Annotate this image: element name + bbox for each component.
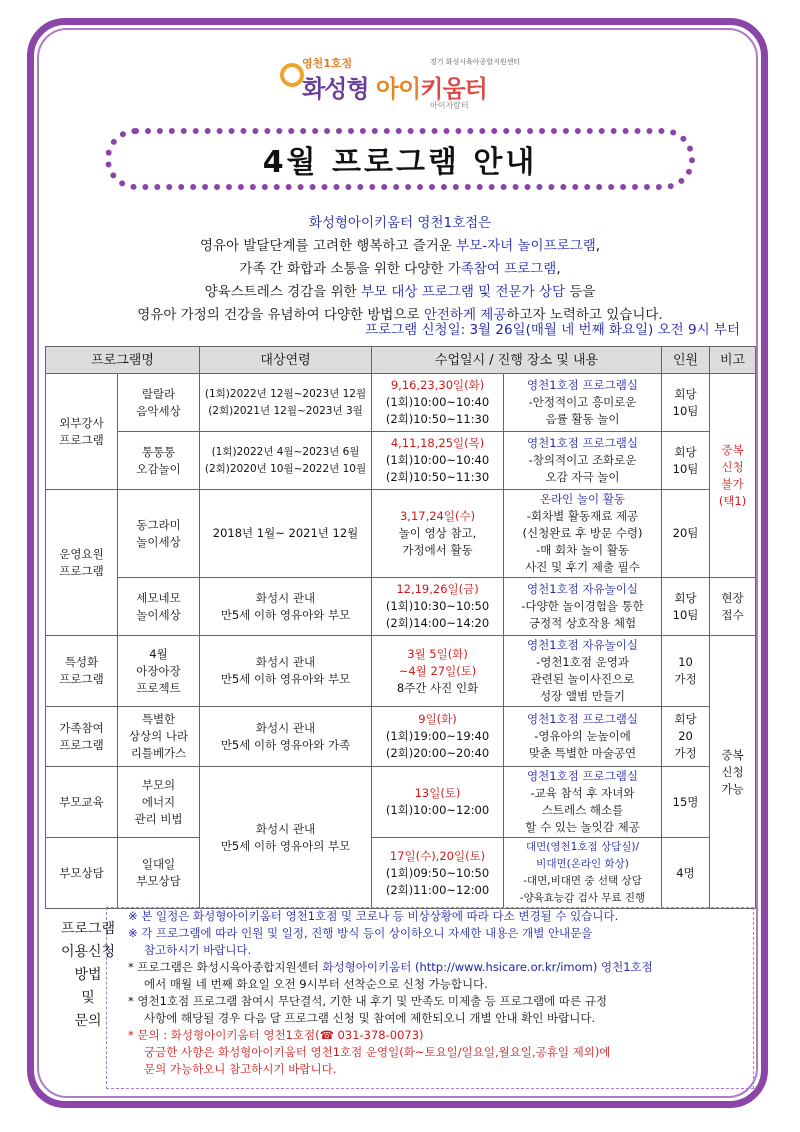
- intro-line1: 화성형아이키움터 영천1호점은: [308, 215, 492, 231]
- content-cell: [504, 490, 662, 578]
- schedule-cell: [372, 432, 504, 490]
- table-header-row: [46, 347, 756, 374]
- schedule-time: 8주간 사진 인화: [396, 680, 479, 695]
- content-cell: [504, 636, 662, 707]
- content-desc: -대면,비대면 중 선택 상담 -양육효능감 검사 무료 진행: [519, 875, 646, 904]
- note-1: ※ 본 일정은 화성형아이키움터 영천1호점 및 코로나 등 비상상황에 따라 다소 변경될 수 있습니다.: [128, 909, 619, 923]
- note-2: ※ 각 프로그램에 따라 인원 및 일정, 진행 방식 등이 상이하오니 자세한 내용은 개별 안내문을: [128, 926, 593, 940]
- count-cell: 회당 10팀: [662, 374, 710, 432]
- note-3-link[interactable]: 화성형아이키움터 (http://www.hsicare.or.kr/imom) 영천1호점: [322, 960, 653, 974]
- schedule-cell: [372, 578, 504, 636]
- intro-line2c: ,: [595, 238, 601, 254]
- logo-main-o: 아이: [375, 75, 421, 103]
- table-row: [46, 707, 756, 767]
- header-program: 프로그램명: [46, 347, 200, 374]
- schedule-cell: [372, 838, 504, 909]
- content-place: 영천1호점 프로그램실: [527, 378, 638, 392]
- age-cell: 화성시 관내 만5세 이하 영유아와 부모: [200, 578, 372, 636]
- count-cell: 15명: [662, 767, 710, 838]
- content-place: 대면(영천1호점 상담실)/ 비대면(온라인 화상): [525, 841, 640, 870]
- logo-main-k: 키움터: [420, 75, 487, 103]
- table-row: [46, 490, 756, 578]
- intro-line2a: 영유아 발달단계를 고려한 행복하고 즐거운: [199, 238, 457, 254]
- schedule-time: (1회)10:30~10:50 (2회)14:00~14:20: [385, 599, 490, 630]
- schedule-time: (1회)10:00~12:00: [385, 803, 490, 817]
- note-cell: 중복 신청 가능: [710, 636, 756, 909]
- page-title: 4월 프로그램 안내: [262, 145, 538, 180]
- apply-date: 프로그램 신청일: 3월 26일(매월 네 번째 화요일) 오전 9시 부터: [365, 322, 740, 338]
- intro-line5a: 영유아 가정의 건강을 유념하여 다양한 방법으로: [137, 307, 424, 323]
- logo-branch: 영천1호점: [302, 57, 353, 70]
- schedule-time: 놀이 영상 참고, 가정에서 활동: [398, 526, 477, 557]
- table-row: [46, 432, 756, 490]
- content-cell: [504, 374, 662, 432]
- program-name: 동그라미 놀이세상: [118, 490, 200, 578]
- schedule-time: (1회)10:00~10:40 (2회)10:50~11:30: [385, 395, 490, 426]
- content-place: 영천1호점 프로그램실: [527, 712, 638, 726]
- logo-org: 경기 화성시육아종합지원센터: [430, 58, 521, 66]
- schedule-time: (1회)10:00~10:40 (2회)10:50~11:30: [385, 453, 490, 484]
- content-desc: -회차별 활동재료 제공 (신청완료 후 방문 수령) -매 회차 놀이 활동 사진 및 후기 제출 필수: [522, 509, 643, 574]
- schedule-cell: [372, 636, 504, 707]
- notes-content: [128, 908, 750, 1078]
- title-box: [105, 128, 695, 190]
- intro-text: [50, 212, 750, 327]
- category-cell: 가족참여 프로그램: [46, 707, 118, 767]
- logo: [280, 55, 520, 111]
- table-row: [46, 636, 756, 707]
- table-row: [46, 374, 756, 432]
- note-cell: 중복 신청 불가 (택1): [710, 374, 756, 578]
- schedule-time: (1회)09:50~10:50 (2회)11:00~12:00: [385, 865, 490, 897]
- note-3c: 에서 매월 네 번째 화요일 오전 9시부터 선착순으로 신청 가능합니다.: [144, 977, 488, 991]
- schedule-date: 17일(수),20일(토): [389, 848, 486, 863]
- notes-label: 프로그램 이용신청 방법 및 문의: [60, 921, 116, 1029]
- program-name: 통통통 오감놀이: [118, 432, 200, 490]
- logo-main: [302, 69, 487, 104]
- program-table: [45, 346, 756, 909]
- content-place: 영천1호점 프로그램실: [527, 436, 638, 450]
- note-3a: * 프로그램은 화성시육아종합지원센터: [128, 960, 323, 974]
- content-place: 영천1호점 자유놀이실: [527, 638, 638, 652]
- schedule-cell: [372, 767, 504, 838]
- intro-line4b: 부모 대상 프로그램 및 전문가 상담: [360, 284, 565, 300]
- intro-line4c: 등을: [564, 284, 596, 300]
- intro-line3b: 가족참여 프로그램: [447, 261, 557, 277]
- schedule-cell: [372, 707, 504, 767]
- logo-main-pre: 화성형: [302, 75, 376, 103]
- count-cell: 20팀: [662, 490, 710, 578]
- content-cell: [504, 838, 662, 909]
- age-cell: 화성시 관내 만5세 이하 영유아의 부모: [200, 767, 372, 909]
- age-cell: 화성시 관내 만5세 이하 영유아와 가족: [200, 707, 372, 767]
- program-name: 세모네모 놀이세상: [118, 578, 200, 636]
- schedule-time: (1회)19:00~19:40 (2회)20:00~20:40: [385, 729, 490, 760]
- program-name: 랄랄라 음악세상: [118, 374, 200, 432]
- header-age: 대상연령: [200, 347, 372, 374]
- note-2b: 참고하시기 바랍니다.: [144, 943, 252, 957]
- logo-sub: 아이자람터: [430, 101, 469, 110]
- category-cell: 운영요원 프로그램: [46, 490, 118, 636]
- content-desc: -영유아의 눈높이에 맞춘 특별한 마술공연: [528, 729, 637, 760]
- program-name: 부모의 에너지 관리 비법: [118, 767, 200, 838]
- content-desc: -창의적이고 조화로운 오감 자극 놀이: [528, 453, 637, 484]
- header-count: 인원: [662, 347, 710, 374]
- header-note: 비고: [710, 347, 756, 374]
- program-name: 일대일 부모상담: [118, 838, 200, 909]
- count-cell: 회당 10팀: [662, 578, 710, 636]
- table-row: [46, 838, 756, 909]
- schedule-date: 12,19,26일(금): [396, 582, 479, 596]
- note-4: * 영천1호점 프로그램 참여시 무단결석, 기한 내 후기 및 만족도 미제출 등 프로그램에 따른 규정: [128, 994, 607, 1008]
- intro-line4a: 양육스트레스 경감을 위한: [204, 284, 361, 300]
- intro-line5c: 하고자 노력하고 있습니다.: [506, 307, 663, 323]
- program-name: 특별한 상상의 나라 리틀베가스: [118, 707, 200, 767]
- intro-line5b: 안전하게 제공: [423, 307, 507, 323]
- age-cell: (1회)2022년 12월~2023년 12월 (2회)2021년 12월~2023년 3월: [200, 374, 372, 432]
- intro-line3a: 가족 간 화합과 소통을 위한 다양한: [239, 261, 448, 277]
- note-3: [128, 959, 750, 976]
- content-cell: [504, 707, 662, 767]
- note-4b: 사항에 해당될 경우 다음 달 프로그램 신청 및 참여에 제한되오니 개별 안내 확인 바랍니다.: [144, 1011, 596, 1025]
- schedule-date: 3,17,24일(수): [399, 509, 476, 523]
- note-6b: 문의 가능하오니 참고하시기 바랍니다.: [144, 1062, 337, 1076]
- note-5: * 문의 : 화성형아이키움터 영천1호점(☎ 031-378-0073): [128, 1028, 424, 1042]
- schedule-date: 3월 5일(화) ~4월 27일(토): [398, 646, 477, 678]
- sun-icon: [280, 63, 304, 87]
- content-cell: [504, 767, 662, 838]
- content-cell: [504, 432, 662, 490]
- content-desc: -다양한 놀이경험을 통한 긍정적 상호작용 체험: [521, 599, 644, 630]
- content-desc: -교육 참석 후 자녀와 스트레스 해소를 할 수 있는 놀잇감 제공: [525, 786, 640, 834]
- program-name: 4월 아장아장 프로젝트: [118, 636, 200, 707]
- count-cell: 회당 20 가정: [662, 707, 710, 767]
- note-cell: 현장 접수: [710, 578, 756, 636]
- schedule-date: 9,16,23,30일(화): [390, 378, 485, 392]
- content-place: 영천1호점 자유놀이실: [527, 582, 638, 596]
- note-6: 궁금한 사항은 화성형아이키움터 영천1호점 운영일(화~토요일/일요일,월요일,공휴일 제외)에: [144, 1045, 611, 1059]
- table-row: [46, 578, 756, 636]
- count-cell: 4명: [662, 838, 710, 909]
- schedule-date: 9일(화): [418, 712, 457, 726]
- age-cell: 화성시 관내 만5세 이하 영유아와 부모: [200, 636, 372, 707]
- schedule-date: 13일(토): [414, 786, 461, 800]
- content-desc: -영천1호점 운영과 관련된 놀이사진으로 성장 앨범 만들기: [530, 655, 635, 703]
- content-cell: [504, 578, 662, 636]
- age-cell: 2018년 1월~ 2021년 12월: [200, 490, 372, 578]
- category-cell: 외부강사 프로그램: [46, 374, 118, 490]
- content-desc: -안정적이고 흥미로운 음률 활동 놀이: [528, 395, 637, 426]
- category-cell: 부모교육: [46, 767, 118, 838]
- schedule-cell: [372, 374, 504, 432]
- intro-line2b: 부모-자녀 놀이프로그램: [456, 238, 596, 254]
- header-schedule: 수업일시 / 진행 장소 및 내용: [372, 347, 662, 374]
- category-cell: 부모상담: [46, 838, 118, 909]
- table-row: [46, 767, 756, 838]
- age-cell: (1회)2022년 4월~2023년 6월 (2회)2020년 10월~2022년 10월: [200, 432, 372, 490]
- category-cell: 특성화 프로그램: [46, 636, 118, 707]
- count-cell: 10 가정: [662, 636, 710, 707]
- intro-line3c: ,: [556, 261, 561, 277]
- count-cell: 회당 10팀: [662, 432, 710, 490]
- schedule-date: 4,11,18,25일(목): [390, 436, 485, 450]
- content-place: 온라인 놀이 활동: [539, 492, 626, 506]
- content-place: 영천1호점 프로그램실: [527, 769, 638, 783]
- schedule-cell: [372, 490, 504, 578]
